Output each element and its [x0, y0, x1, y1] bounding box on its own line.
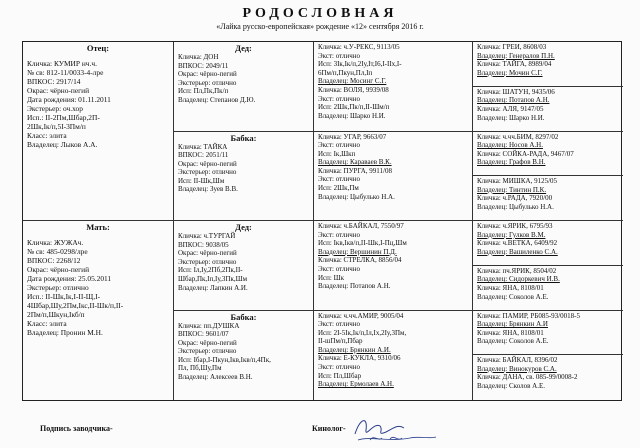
grandparent-header: Бабка: [230, 311, 257, 322]
grandparent-line: Исп: Пл,Пк,Пк/п [178, 87, 229, 96]
ancestor-line: Экст: отлично [318, 175, 361, 184]
mother-exterior: Экстерьер: отлично [27, 283, 89, 292]
grandparent-line: Владелец: Алексеев В.Н. [178, 373, 253, 382]
mother-header: Мать: [86, 222, 110, 232]
ancestor-cell [473, 132, 623, 177]
ancestor-owner: Владелец: Шарко Н.И. [318, 111, 386, 120]
ancestor-line: Кличка: ч.ЯРИК, 6795/93 [477, 222, 553, 230]
ancestor-owner: Владелец: Сколов А.Е. [477, 382, 545, 391]
grandparent-cell [174, 311, 314, 401]
ancestor-owner: Владелец: Брянкин А.И [477, 320, 548, 329]
ancestor-line: Экст: отлично [318, 320, 361, 329]
ancestor-line: Исп: 2Шк,Пк/п,II-Шм/п [318, 103, 390, 112]
grandparent-line: ВПКОС: 2051/11 [178, 151, 229, 160]
ancestor-owner: Владелец: Сидоркевич И.В. [477, 275, 560, 284]
ancestor-line: Экст: отлично [318, 230, 361, 239]
father-birth: Дата рождения: 01.11.2011 [27, 95, 111, 104]
grandparent-cell [174, 132, 314, 222]
grandparent-line: Окрас: чёрно-пегий [178, 70, 237, 79]
ancestor-line: Экст: отлично [318, 363, 361, 372]
grandparent-line: Исп: Iбар,I-Пкун,Iкв,Iкв/п,4Пк, [178, 355, 271, 364]
ancestor-owner: Владелец: Вершинин П.Д. [318, 247, 397, 256]
ancestor-line: Исп: 2I-5Iк,Iк/п,Iл,Iх,2Iу,3Пм, [318, 328, 407, 337]
ancestor-line: Кличка: пч.ЯРИК, 8504/02 [477, 266, 557, 275]
ancestor-line: 6Пм/п,Пкун,Пл,Iп [318, 68, 373, 77]
ancestor-line: Кличка: МИШКА, 9125/05 [477, 177, 558, 186]
mother-tests: 4Шбар,Шу,2Пм,Iкс,II-Шк/п,II- [27, 301, 124, 310]
grandparent-line: Шбар,Пк,Iп,Iу,3Пк,Шм [178, 274, 248, 283]
grandparent-line: Исп: Iл,Iу,2Пб,2Пк,II- [178, 266, 243, 275]
grandparent-cell [174, 42, 314, 132]
ancestor-cell [473, 355, 623, 400]
ancestor-line: Исп: 3Iк,Iк/п,2Iу,Iт,I6,I-IIх,I- [318, 60, 402, 69]
ancestor-line: Кличка: УГАР, 9663/07 [318, 132, 387, 141]
ancestor-line: Исп: 2Шк,Пм [318, 184, 359, 193]
ancestor-owner: Владелец: Графов В.Н. [477, 158, 546, 167]
grandparent-line: Окрас: чёрно-пегий [178, 159, 237, 168]
father-header: Отец: [86, 43, 110, 53]
grandparent-line: ВПКОС: 2049/11 [178, 61, 229, 70]
ancestor-line: II-шПм/п,Пбар [318, 337, 363, 346]
great-grandparents-cell [314, 221, 473, 311]
mother-vpkos: ВПКОС: 2268/12 [27, 256, 81, 265]
ancestor-line: Кличка: ч.чч.АМИР, 9005/04 [318, 311, 404, 320]
great-grandparents-cell [314, 42, 473, 132]
father-vpkos: ВПКОС: 2917/14 [27, 77, 81, 86]
ancestor-line: Исп: Шк [318, 273, 345, 282]
mother-name: Кличка: ЖУЖАч. [27, 238, 84, 247]
grandparent-line: Исп: II-Шк,Шм [178, 176, 225, 185]
grandparent-line: Экстерьер: отлично [178, 168, 237, 177]
ancestor-cell [473, 311, 623, 356]
ancestor-line: Экст: отлично [318, 51, 361, 60]
father-tests: 2Шк,Iк/п,5I-3Пм/п [27, 122, 86, 131]
grandparent-header: Дед: [235, 222, 252, 232]
ancestor-line: Кличка: ВОЛЯ, 9939/08 [318, 85, 389, 94]
ancestor-owner: Владелец: Гулков В.М. [477, 230, 546, 239]
mother-tests: 2Пм/п,Шкун,Iкб/п [27, 310, 85, 319]
grandparent-header: Дед: [235, 43, 252, 53]
ancestor-owner: Владелец: Соколов А.Е. [477, 337, 549, 346]
ancestor-line: Экст: отлично [318, 264, 361, 273]
ancestor-line: Кличка: ч.чч.БИМ, 8297/02 [477, 132, 559, 141]
ancestor-line: Кличка: БАЙКАЛ, 8396/02 [477, 356, 558, 365]
breeder-signature-label: Подпись заводчика- [40, 424, 113, 433]
ancestor-line: Кличка: ГРЕИ, 8608/03 [477, 43, 547, 51]
grandparent-line: ВПКОС: 9601/07 [178, 330, 229, 339]
father-color: Окрас: чёрно-пегий [27, 86, 90, 95]
mother-reg: № св: 485-0298/лре [27, 247, 88, 256]
great-grandparents-cell [314, 311, 473, 401]
grandparent-line: Кличка: ДОН [178, 53, 219, 61]
page-subtitle: «Лайка русско-европейская» рождение «12» сентября 2016 г. [216, 22, 424, 31]
grandparent-line: Владелец: Зуев В.В. [178, 185, 238, 194]
grandparent-line: Владелец: Степанов Д.Ю. [178, 95, 256, 104]
ancestor-line: Исп: Пл,Шбар [318, 371, 362, 380]
ancestor-owner: Владелец: Потапов А.Н. [318, 282, 391, 291]
ancestor-line: Кличка: ч.РАДА, 7920/00 [477, 194, 553, 203]
ancestor-owner: Владелец: Мосинг С.Г. [318, 77, 387, 86]
ancestor-owner: Владелец: Брянкин А.И. [318, 345, 391, 354]
ancestor-line: Кличка: ПАМИР, РБ085-93/0018-5 [477, 311, 580, 320]
ancestor-cell [473, 176, 623, 221]
grandparent-line: Экстерьер: отлично [178, 347, 237, 356]
ancestor-line: Кличка: ШАТУН, 9435/06 [477, 87, 555, 96]
ancestor-line: Кличка: ч.У-РЕКС, 9113/05 [318, 43, 400, 51]
ancestor-owner: Владелец: Потапов А.Н. [477, 96, 550, 105]
grandparent-line: Окрас: чёрно-пегий [178, 249, 237, 258]
ancestor-owner: Владелец: Вашиленко С.А. [477, 247, 558, 256]
handwritten-signature [350, 412, 440, 444]
grandparent-line: Владелец: Лапкин А.И. [178, 283, 248, 292]
grandparent-line: Пл, Пб,Шу,Пм [178, 364, 222, 373]
grandparent-line: Кличка: пп.ДУШКА [178, 321, 240, 330]
father-cell [23, 42, 174, 221]
mother-owner: Владелец: Пронин М.Н. [27, 328, 103, 337]
ancestor-owner: Владелец: Генералов П.Н. [477, 51, 555, 60]
grandparent-line: Кличка: ч.ТУРГАЙ [178, 232, 236, 240]
ancestor-line: Экст: отлично [318, 141, 361, 150]
mother-tests: Исп.: II-Шк,Iк,I-II-Щ,I- [27, 292, 101, 301]
ancestor-owner: Владелец: Цыбулько Н.А. [477, 203, 554, 212]
grandparent-line: Окрас: чёрно-пегий [178, 338, 237, 347]
ancestor-cell [473, 42, 623, 87]
mother-cell [23, 221, 174, 400]
grandparent-line: Экстерьер: отлично [178, 257, 237, 266]
grandparent-line: Экстерьер: отлично [178, 78, 237, 87]
father-reg: № св: 812-11/0033-4-лре [27, 68, 104, 77]
ancestor-line: Исп: Iк,Шкп [318, 149, 356, 158]
ancestor-line: Кличка: ч.ВЕТКА, 6409/92 [477, 239, 558, 248]
pedigree-grid [22, 41, 622, 401]
ancestor-line: Экст: отлично [318, 94, 361, 103]
ancestor-line: Кличка: ЯНА, 8108/01 [477, 328, 544, 337]
ancestor-line: Кличка: СТРЕЛКА, 8856/04 [318, 256, 402, 265]
ancestor-line: Кличка: ЯНА, 8108/01 [477, 283, 544, 292]
ancestor-owner: Владелец: Караваев В.К. [318, 158, 392, 167]
great-grandparents-cell [314, 132, 473, 222]
ancestor-line: Кличка: ч.БАЙКАЛ, 7550/97 [318, 222, 404, 230]
grandparent-header: Бабка: [230, 132, 257, 143]
ancestor-owner: Владелец: Тинтин П.К. [477, 185, 547, 194]
grandparent-cell [174, 221, 314, 311]
father-owner: Владелец: Лыков А.А. [27, 140, 98, 149]
ancestor-line: Кличка: Е-КУКЛА, 9310/06 [318, 354, 401, 363]
ancestor-line: Кличка: СОЙКА-РАДА, 9467/07 [477, 149, 574, 158]
grandparent-line: ВПКОС: 9038/05 [178, 240, 229, 249]
ancestor-cell [473, 87, 623, 132]
father-exterior: Экстерьер: оч.хор [27, 104, 83, 113]
ancestor-owner: Владелец: Мочин С.Г. [477, 68, 543, 77]
ancestor-owner: Владелец: Ермолаев А.Н. [318, 380, 394, 389]
cynologist-label: Кинолог- [312, 424, 346, 433]
ancestor-line: Кличка: ДАНА, св. 085-99/0008-2 [477, 373, 578, 382]
ancestor-owner: Владелец: Винокуров С.А. [477, 364, 557, 373]
mother-color: Окрас: чёрно-пегий [27, 265, 90, 274]
ancestor-owner: Владелец: Цыбулько Н.А. [318, 192, 395, 201]
mother-class: Класс: элита [27, 319, 67, 328]
ancestor-cell [473, 221, 623, 266]
father-class: Класс: элита [27, 131, 67, 140]
father-tests: Исп.: II-2Пм,Шбар,2П- [27, 113, 100, 122]
ancestor-owner: Владелец: Носов А.Н. [477, 141, 543, 150]
ancestor-line: Кличка: ТАЙГА, 8989/04 [477, 60, 552, 69]
ancestor-cell [473, 266, 623, 311]
ancestor-line: Исп: Iкв,Iкв/п,II-Шк,I-Пц,Шм [318, 239, 407, 248]
ancestor-line: Кличка: ПУРГА, 9911/08 [318, 166, 392, 175]
ancestor-owner: Владелец: Соколов А.Е. [477, 292, 549, 301]
page-title: РОДОСЛОВНАЯ [242, 6, 398, 21]
grandparent-line: Кличка: ТАЙКА [178, 142, 228, 151]
ancestor-owner: Владелец: Шарко Н.И. [477, 113, 545, 122]
father-name: Кличка: КУМИР нч.ч. [27, 59, 97, 68]
ancestor-line: Кличка: АЛЯ, 9147/05 [477, 104, 544, 113]
mother-birth: Дата рождения: 25.05.2011 [27, 274, 112, 283]
